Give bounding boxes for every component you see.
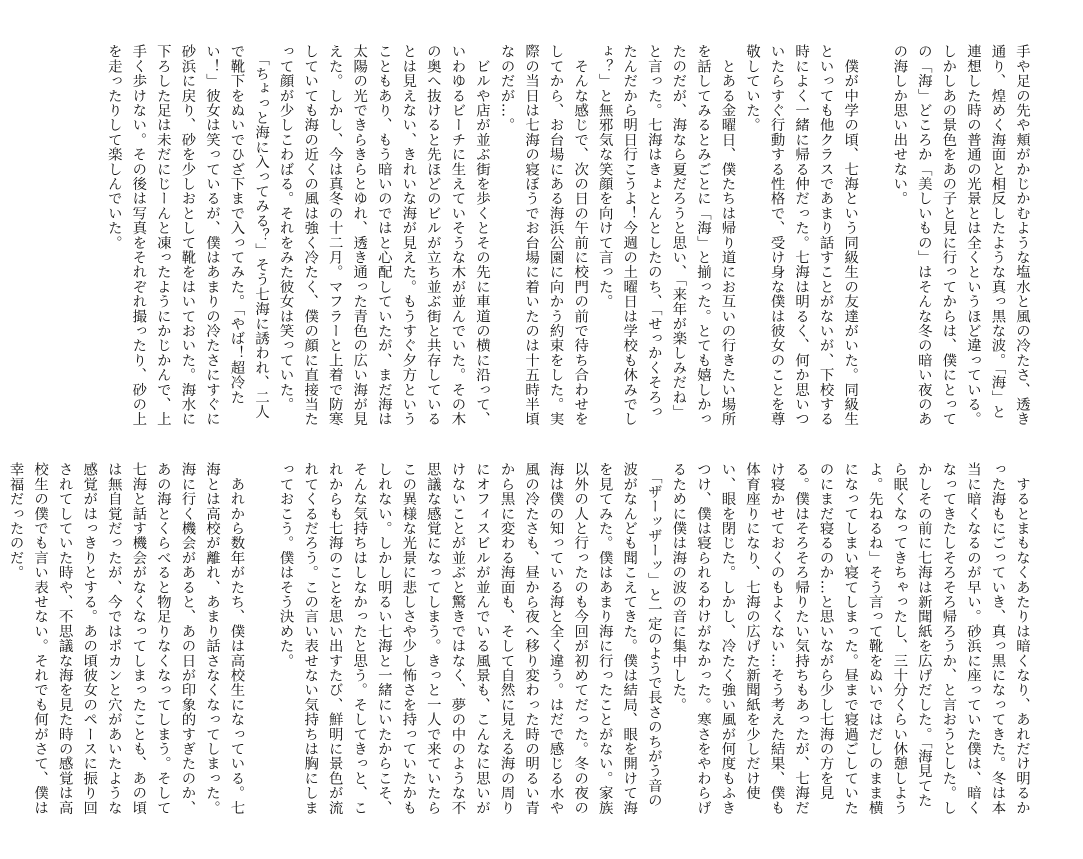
paragraph: ビルや店が並ぶ街を歩くとその先に車道の横に沿って、いわゆるビーチに生えていそうな木が並んでいた。その木の奥へ抜けると先ほどのビルが立ち並ぶ街と共存しているとは見えない、きれいな海が見えた。もうすぐ夕方ということもあり、もう暗いのではと心配していたが、まだ海は太陽の光できらきらとゆれ、透き通った青色の広い海が見えた。しかし、今は真冬の十二月。マフラーと上着で防寒していても海の近くの風は強く冷たく、僕の顔に直接当たって顔が少しこわばる。それをみた彼女は笑っていた。 xyxy=(277,44,490,427)
paragraph-spacer xyxy=(862,44,887,430)
paragraph-spacer xyxy=(249,462,274,822)
paragraph: 「ちょっと海に入ってみる？」そう七海に誘われ、二人で靴下をぬいでひざ下まで入ってみた。「やば！超冷たい！」彼女は笑っているが、僕はあまりの冷たさにすぐに砂浜に戻り、砂を少しおとして靴をはいておいた。海水に下ろした足は未だにじーんと凍ったようにかじかんで、上手く歩けない。その後は写真をそれぞれ撮ったり、砂の上を走ったりして楽しんでいた。 xyxy=(105,44,270,427)
paragraph: 僕が中学の頃、七海という同級生の友達がいた。同級生といっても他クラスであまり話すことがないが、下校する時によく一緒に帰る仲だった。七海は明るく、何か思いついたらすぐ行動する性格で、受け身な僕は彼女のことを尊敬していた。 xyxy=(743,44,859,427)
paragraph: 手や足の先や頬がかじかむような塩水と風の冷たさ、透き通り、煌めく海面と相反したような真っ黒な波。「海」と連想した時の普通の光景とは全くというほど違っている。しかしあの景色をあの子と見に行ってからは、僕にとっての「海」どころか「美しいもの」はそんな冬の暗い夜のあの海しか思い出せない。 xyxy=(891,44,1030,427)
paragraph: とある金曜日、僕たちは帰り道にお互いの行きたい場所を話してみるとみごとに「海」と揃った。とても嬉しかったのだが、海なら夏だろうと思い、「来年が楽しみだね」と言った。七海はきょとんとしたのち、「せっかくそろったんだから明日行こうよ！今週の土曜日は学校も休みでしょ？」と無邪気な笑顔を向けて言った。 xyxy=(596,44,736,427)
upper-text-block xyxy=(44,44,1034,430)
paragraph: そんな感じで、次の日の午前に校門の前で待ち合わせをしてから、お台場にある海浜公園に向かう約束をした。実際の当日は七海の寝ぼうでお台場に着いたのは十五時半頃なのだが…。 xyxy=(498,44,589,427)
lower-text-block xyxy=(7,462,1034,822)
paragraph: あれから数年がたち、僕は高校生になっている。七海とは高校が離れ、あまり話さなくなってしまった。海に行く機会があると、あの日が印象的すぎたのか、あの海とくらべると物足りなくなってしまう。そして七海と話す機会がなくなってしまったことも、あの頃は無自覚だったが、今ではポカンと穴があいたような感覚がはっきりとする。あの頃彼女のペースに振り回されてしていた時や、不思議な海を見た時の感覚は高校生の僕でも言い表せない。それでも何がさて、僕は幸福だったのだ。 xyxy=(7,462,245,815)
paragraph: 「ザーッザーッ」と一定のようで長さのちがう音の波がなんども聞こえてきた。僕は結局、眼を開けて海を見てみた。僕はあまり海に行ったことがない。家族以外の人と行ったのも今回が初めてだった。冬の夜の海は僕の知っている海と全く違う。はだで感じる水や風の冷たさも、昼から夜へ移り変わった時の明るい青から黒に変わる海面も、そして自然に見える海の周りにオフィスビルが並んでいる風景も、こんなに思いがけないことが並ぶと驚きではなく、夢の中のような不思議な感覚になってしまう。きっと一人で来ていたらこの異様な光景に悲しさや少し怖さを持っていたかもしれない。しかし明るい七海と一緒にいたからこそ、そんな気持ちはしなかったと思う。そしてきっと、これからも七海のことを思い出すたび、鮮明に景色が流れてくるだろう。この言い表せない気持ちは胸にしまっておこう。僕はそう決めた。 xyxy=(277,462,662,815)
paragraph: するとまもなくあたりは暗くなり、あれだけ明るかった海もにごっていき、真っ黒になってきた。冬は本当に暗くなるのが早い。砂浜に座っていた僕は、暗くなってきたしそろそろ帰ろうか、と言おうとした。しかしその前に七海は新聞紙を広げだした。「海見てたら眠くなってきちゃったし、三十分くらい休憩しようよ。先ねるね」そう言って靴をぬいではだしのまま横になってしまい寝てしまった。昼まで寝過ごしていたのにまだ寝るのか…と思いながら少し七海の方を見る。僕はそろそろ帰りたい気持ちもあったが、七海だけ寝かせておくのもよくない…そう考えた結果、僕も体育座りになり、七海の広げた新聞紙を少しだけ使い、眼を閉じた。しかし、冷たく強い風が何度もふきつけ、僕は寝られるわけがなかった。寒さをやわらげるために僕は海の波の音に集中した。 xyxy=(670,462,1030,815)
